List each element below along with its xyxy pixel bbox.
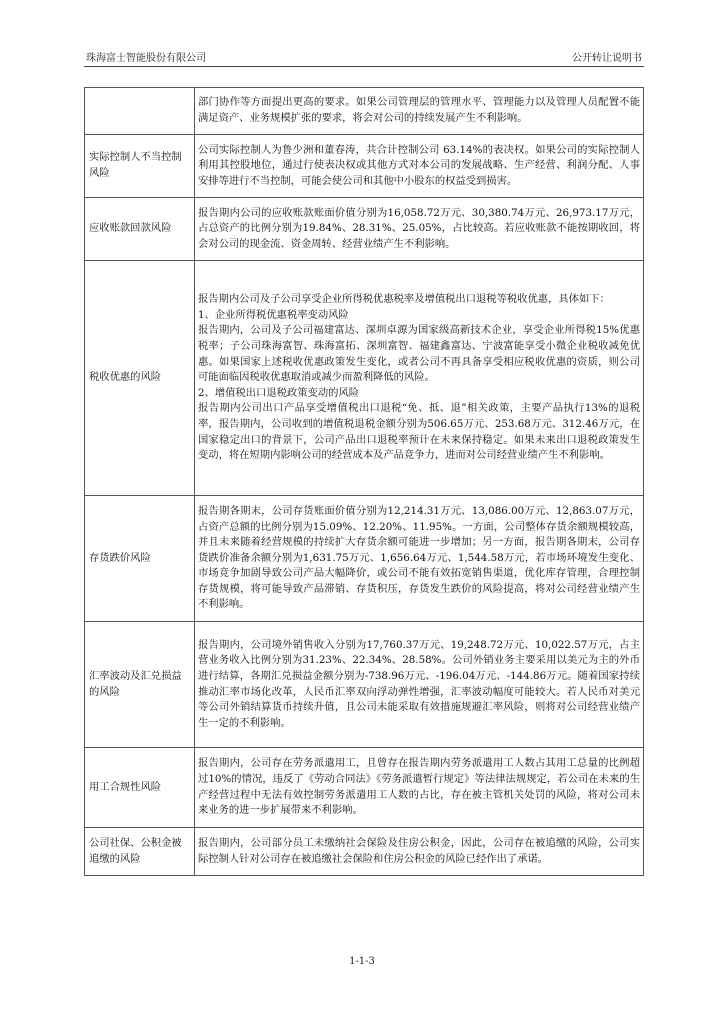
risk-paragraph: 报告期内，公司境外销售收入分别为17,760.37万元、19,248.72万元、10,022.57万元，占主营业务收入比例分别为31.23%、22.34%、28.58%。公司外销业务主要采用以美元为主的外币进行结算，各期汇兑损益金额分别为-738.96万元、-196.04万元、-144.86万元。随着国家持续推动汇率市场化改革，人民币汇率双向浮动弹性增强，汇率波动幅度可能较大。若人民币对美元等公司外销结算货币持续升值，且公司未能采取有效措施规避汇率风险，则将对公司经营业绩产生一定的不利影响。	[198, 638, 640, 729]
table-row	[85, 88, 644, 135]
risk-name: 应收账款回款风险	[85, 198, 195, 261]
table-row	[85, 622, 644, 748]
risk-description	[195, 748, 644, 828]
table-row	[85, 496, 644, 622]
table-row	[85, 261, 644, 496]
risk-name: 用工合规性风险	[85, 748, 195, 828]
risk-paragraph: 公司实际控制人为鲁少洲和董春涛，共合计控制公司 63.14%的表决权。如果公司的实际控制人利用其控股地位，通过行使表决权或其他方式对本公司的发展战略、生产经营、利润分配、人事安排等进行不当控制，可能会使公司和其他中小股东的权益受到损害。	[198, 143, 640, 187]
risk-name: 汇率波动及汇兑损益的风险	[85, 622, 195, 748]
page-number: 1-1-3	[349, 956, 375, 967]
table-row	[85, 198, 644, 261]
risk-description	[195, 622, 644, 748]
risk-paragraph: 报告期内，公司存在劳务派遣用工，且曾存在报告期内劳务派遣用工人数占其用工总量的比例超过10%的情况，违反了《劳动合同法》《劳务派遣暂行规定》等法律法规规定，若公司在未来的生产经营过程中无法有效控制劳务派遣用工人数的占比，存在被主管机关处罚的风险，将对公司未来业务的进一步扩展带来不利影响。	[198, 757, 640, 817]
risk-paragraph: 报告期内，公司及子公司福建富达、深圳卓源为国家级高新技术企业，享受企业所得税15%优惠税率；子公司珠海富智、珠海富拓、深圳富智、福建鑫富达、宁波富能享受小微企业税收减免优惠。如果国家上述税收优惠政策发生变化，或者公司不再具备享受相应税收优惠的资质，则公司可能面临因税收优惠取消或减少而盈利降低的风险。	[198, 324, 640, 384]
risk-paragraph: 报告期内公司及子公司享受企业所得税优惠税率及增值税出口退税等税收优惠，具体如下：	[198, 293, 610, 306]
header-company: 珠海富士智能股份有限公司	[86, 53, 206, 64]
risk-paragraph: 报告期内公司出口产品享受增值税出口退税“免、抵、退”相关政策，主要产品执行13%的退税率，报告期内，公司收到的增值税退税金额分别为506.65万元、253.68万元、312.46万元，在国家稳定出口的背景下，公司产品出口退税率预计在未来保持稳定。如果未来出口退税政策发生变动，将在短期内影响公司的经营成本及产品竞争力，进而对公司经营业绩产生不利影响。	[198, 402, 640, 462]
risk-paragraph: 报告期内公司的应收账款账面价值分别为16,058.72万元、30,380.74万元、26,973.17万元，占总资产的比例分别为19.84%、28.31%、25.05%，占比较高。若应收账款不能按期收回，将会对公司的现金流、资金周转、经营业绩产生不利影响。	[198, 206, 640, 250]
risk-description	[195, 496, 644, 622]
header-doc-title: 公开转让说明书	[572, 53, 642, 64]
table-row	[85, 135, 644, 198]
header-divider	[84, 66, 644, 67]
risk-name: 实际控制人不当控制风险	[85, 135, 195, 198]
risk-description	[195, 135, 644, 198]
risk-subheading: 1、企业所得税优惠税率变动风险	[198, 308, 349, 321]
risk-name: 公司社保、公积金被追缴的风险	[85, 828, 195, 876]
risk-subheading: 2、增值税出口退税政策变动的风险	[198, 386, 360, 399]
risk-name: 存货跌价风险	[85, 496, 195, 622]
risk-description	[195, 261, 644, 496]
table-row	[85, 828, 644, 876]
risk-paragraph: 报告期内，公司部分员工未缴纳社会保险及住房公积金，因此，公司存在被追缴的风险，公司实际控制人针对公司存在被追缴社会保险和住房公积金的风险已经作出了承诺。	[198, 836, 640, 865]
risk-paragraph: 部门协作等方面提出更高的要求。如果公司管理层的管理水平、管理能力以及管理人员配置不能满足资产、业务规模扩张的要求，将会对公司的持续发展产生不利影响。	[198, 96, 640, 124]
risk-description	[195, 198, 644, 261]
table-row	[85, 748, 644, 828]
risk-description	[195, 828, 644, 876]
risk-name: 税收优惠的风险	[85, 261, 195, 496]
risk-description	[195, 88, 644, 135]
risk-paragraph: 报告期各期末，公司存货账面价值分别为12,214.31万元、13,086.00万元、12,863.07万元，占资产总额的比例分别为15.09%、12.20%、11.95%。一方面，公司整体存货余额规模较高，并且未来随着经营规模的持续扩大存货余额可能进一步增加；另一方面，报告期各期末，公司存货跌价准备余额分别为1,631.75万元、1,656.64万元、1,544.58万元，若市场环境发生变化、市场竞争加剧导致公司产品大幅降价，或公司不能有效拓宽销售渠道，优化库存管理，合理控制存货规模，将可能导致产品滞销、存货积压，存货发生跌价的风险提高，将对公司经营业绩产生不利影响。	[198, 504, 640, 611]
risk-name	[85, 88, 195, 135]
risk-table	[84, 87, 644, 876]
